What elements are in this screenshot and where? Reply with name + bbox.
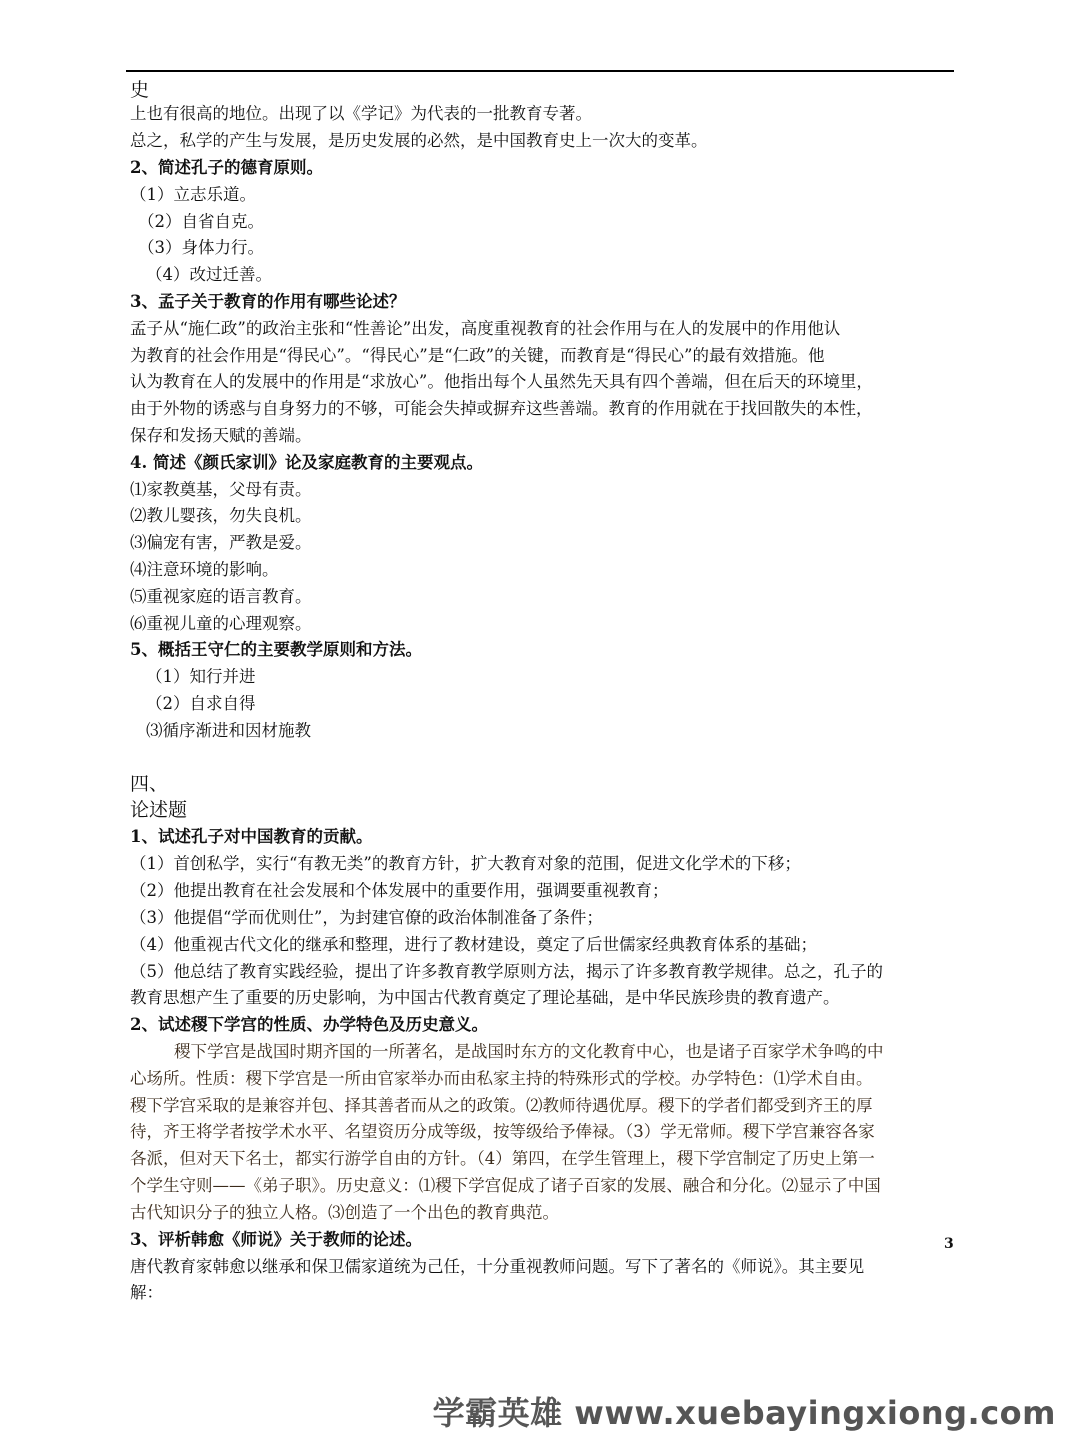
question-heading: 1、试述孔子对中国教育的贡献。 bbox=[130, 827, 373, 846]
site-watermark: 学霸英雄 www.xuebayingxiong.com bbox=[432, 1394, 1056, 1432]
header-rule bbox=[126, 70, 954, 72]
text-line: 上也有很高的地位。出现了以《学记》为代表的一批教育专著。 bbox=[130, 104, 592, 123]
text-line: 唐代教育家韩愈以继承和保卫儒家道统为己任，十分重视教师问题。写下了著名的《师说》。其主要见 bbox=[130, 1257, 865, 1276]
text-line: 为教育的社会作用是“得民心”。“得民心”是“仁政”的关键，而教育是“得民心”的最有效措施。他 bbox=[130, 346, 825, 365]
question-heading: 3、评析韩愈《师说》关于教师的论述。 bbox=[130, 1230, 422, 1249]
text-line: 待，齐王将学者按学术水平、名望资历分成等级，按等级给予俸禄。（3）学无常师。稷下学宫兼容各家 bbox=[130, 1122, 875, 1141]
list-item: （5）他总结了教育实践经验，提出了许多教育教学原则方法，揭示了许多教育教学规律。总之，孔子的 bbox=[130, 962, 883, 981]
list-item: （3）他提倡“学而优则仕”，为封建官僚的政治体制准备了条件； bbox=[130, 908, 603, 927]
list-item: （4）他重视古代文化的继承和整理，进行了教材建设，奠定了后世儒家经典教育体系的基础； bbox=[130, 935, 817, 954]
list-item: （1）立志乐道。 bbox=[130, 185, 256, 204]
text-line: 古代知识分子的独立人格。⑶创造了一个出色的教育典范。 bbox=[130, 1203, 559, 1222]
text-line: 由于外物的诱惑与自身努力的不够，可能会失掉或摒弃这些善端。教育的作用就在于找回散失的本性， bbox=[130, 399, 873, 418]
question-heading: 2、试述稷下学宫的性质、办学特色及历史意义。 bbox=[130, 1015, 488, 1034]
text-line: 总之，私学的产生与发展，是历史发展的必然，是中国教育史上一次大的变革。 bbox=[130, 131, 708, 150]
section-title: 论述题 bbox=[130, 799, 188, 821]
text-line: 教育思想产生了重要的历史影响，为中国古代教育奠定了理论基础，是中华民族珍贵的教育遗产。 bbox=[130, 988, 840, 1007]
text-line: 认为教育在人的发展中的作用是“求放心”。他指出每个人虽然先天具有四个善端，但在后天的环境里， bbox=[130, 372, 873, 391]
list-item: ⑸重视家庭的语言教育。 bbox=[130, 587, 312, 606]
question-heading: 5、概括王守仁的主要教学原则和方法。 bbox=[130, 640, 422, 659]
page-number: 3 bbox=[944, 1236, 954, 1252]
list-item: ⑴家教奠基，父母有责。 bbox=[130, 480, 312, 499]
text-line: 各派，但对天下名士，都实行游学自由的方针。（4）第四，在学生管理上，稷下学宫制定了历史上第一 bbox=[130, 1149, 875, 1168]
list-item: （4）改过迁善。 bbox=[146, 265, 272, 284]
text-line: 心场所。性质：稷下学宫是一所由官家举办而由私家主持的特殊形式的学校。办学特色：⑴学术自由。 bbox=[130, 1069, 873, 1088]
question-heading: 3、孟子关于教育的作用有哪些论述？ bbox=[130, 292, 406, 311]
text-line: 保存和发扬天赋的善端。 bbox=[130, 426, 312, 445]
list-item: （2）自省自克。 bbox=[138, 212, 264, 231]
text-line: 孟子从“施仁政”的政治主张和“性善论”出发，高度重视教育的社会作用与在人的发展中的作用他认 bbox=[130, 319, 841, 338]
question-heading: 4. 简述《颜氏家训》论及家庭教育的主要观点。 bbox=[130, 453, 483, 472]
text-line: 稷下学宫是战国时期齐国的一所著名，是战国时东方的文化教育中心，也是诸子百家学术争鸣的中 bbox=[174, 1042, 884, 1061]
list-item: （1）首创私学，实行“有教无类”的教育方针，扩大教育对象的范围，促进文化学术的下移； bbox=[130, 854, 801, 873]
list-item: （3）身体力行。 bbox=[138, 238, 264, 257]
list-item: ⑶偏宠有害，严教是爱。 bbox=[130, 533, 312, 552]
list-item: ⑶循序渐进和因材施教 bbox=[146, 721, 311, 740]
section-number: 四、 bbox=[130, 773, 169, 795]
list-item: （2）他提出教育在社会发展和个体发展中的重要作用，强调要重视教育； bbox=[130, 881, 669, 900]
list-item: ⑹重视儿童的心理观察。 bbox=[130, 614, 312, 633]
text-line: 稷下学宫采取的是兼容并包、择其善者而从之的政策。⑵教师待遇优厚。稷下的学者们都受到齐王的厚 bbox=[130, 1096, 873, 1115]
question-heading: 2、简述孔子的德育原则。 bbox=[130, 158, 323, 177]
text-line: 个学生守则——《弟子职》。历史意义：⑴稷下学宫促成了诸子百家的发展、融合和分化。⑵显示了中国 bbox=[130, 1176, 881, 1195]
list-item: ⑷注意环境的影响。 bbox=[130, 560, 279, 579]
list-item: （1）知行并进 bbox=[146, 667, 256, 686]
list-item: （2）自求自得 bbox=[146, 694, 256, 713]
text-line: 解： bbox=[130, 1283, 163, 1302]
text-line: 史 bbox=[130, 79, 150, 101]
list-item: ⑵教儿婴孩，勿失良机。 bbox=[130, 506, 312, 525]
